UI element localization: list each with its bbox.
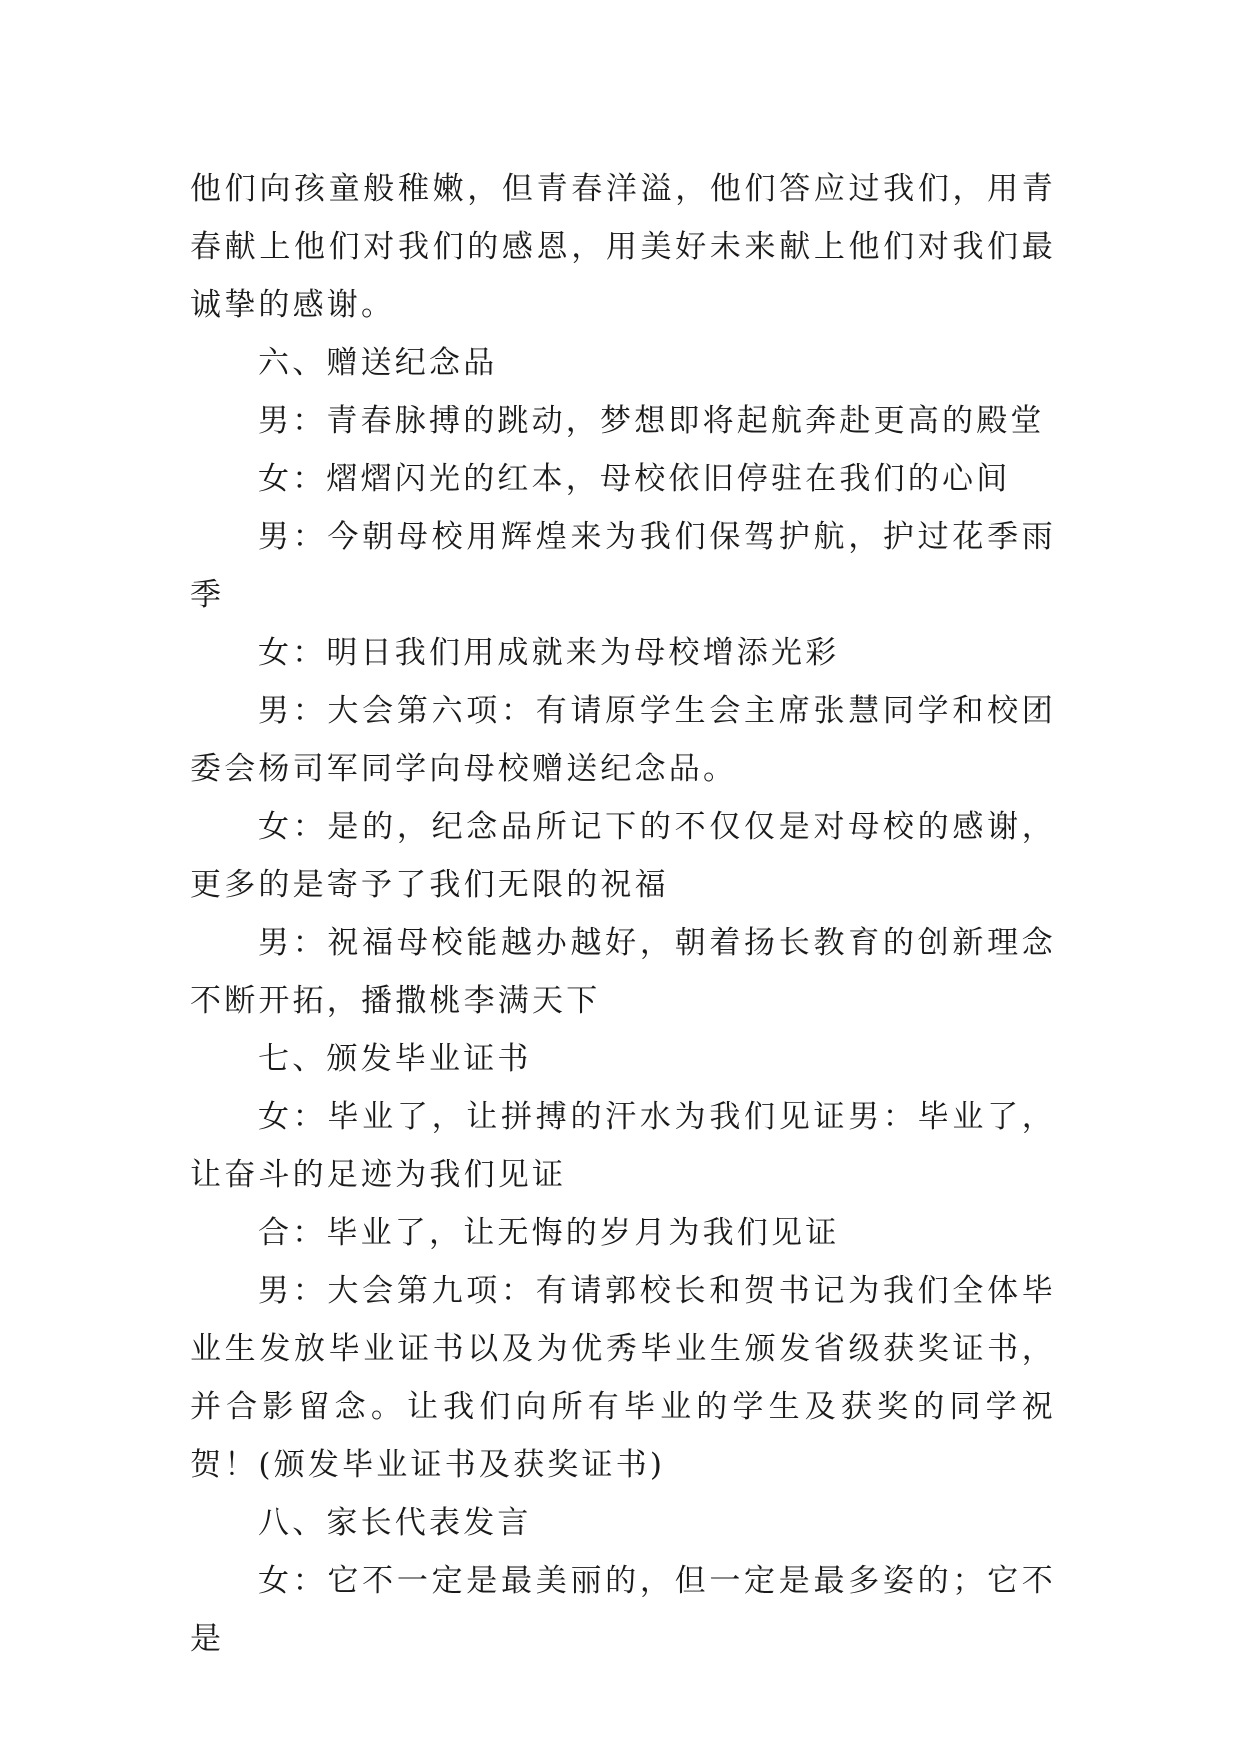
section-heading-diploma: 七、颁发毕业证书	[258, 1041, 532, 1077]
section-heading-gift: 六、赠送纪念品	[258, 345, 498, 381]
dialogue-line: 女：熠熠闪光的红本，母校依旧停驻在我们的心间	[258, 461, 1011, 497]
dialogue-line: 男：青春脉搏的跳动，梦想即将起航奔赴更高的殿堂	[258, 403, 1045, 439]
dialogue-line: 男：祝福母校能越办越好，朝着扬长教育的创新理念不断开拓，播撒桃李满天下	[190, 925, 1056, 1019]
paragraph-continuation: 他们向孩童般稚嫩，但青春洋溢，他们答应过我们，用青春献上他们对我们的感恩，用美好未来献上他们对我们最诚挚的感谢。	[190, 171, 1056, 323]
dialogue-line: 女：是的，纪念品所记下的不仅仅是对母校的感谢，更多的是寄予了我们无限的祝福	[190, 809, 1056, 903]
dialogue-line: 男：今朝母校用辉煌来为我们保驾护航，护过花季雨季	[190, 519, 1056, 613]
dialogue-line: 女：明日我们用成就来为母校增添光彩	[258, 635, 840, 671]
dialogue-line: 女：它不一定是最美丽的，但一定是最多姿的；它不是	[190, 1563, 1056, 1657]
dialogue-line: 男：大会第九项：有请郭校长和贺书记为我们全体毕业生发放毕业证书以及为优秀毕业生颁发省级获奖证书，并合影留念。让我们向所有毕业的学生及获奖的同学祝贺！(颁发毕业证书及获奖证书)	[190, 1273, 1056, 1483]
dialogue-line: 女：毕业了，让拼搏的汗水为我们见证男：毕业了，让奋斗的足迹为我们见证	[190, 1099, 1056, 1193]
dialogue-line: 男：大会第六项：有请原学生会主席张慧同学和校团委会杨司军同学向母校赠送纪念品。	[190, 693, 1056, 787]
dialogue-line: 合：毕业了，让无悔的岁月为我们见证	[258, 1215, 840, 1251]
section-heading-parent-speech: 八、家长代表发言	[258, 1505, 532, 1541]
document-body	[190, 160, 1056, 1668]
